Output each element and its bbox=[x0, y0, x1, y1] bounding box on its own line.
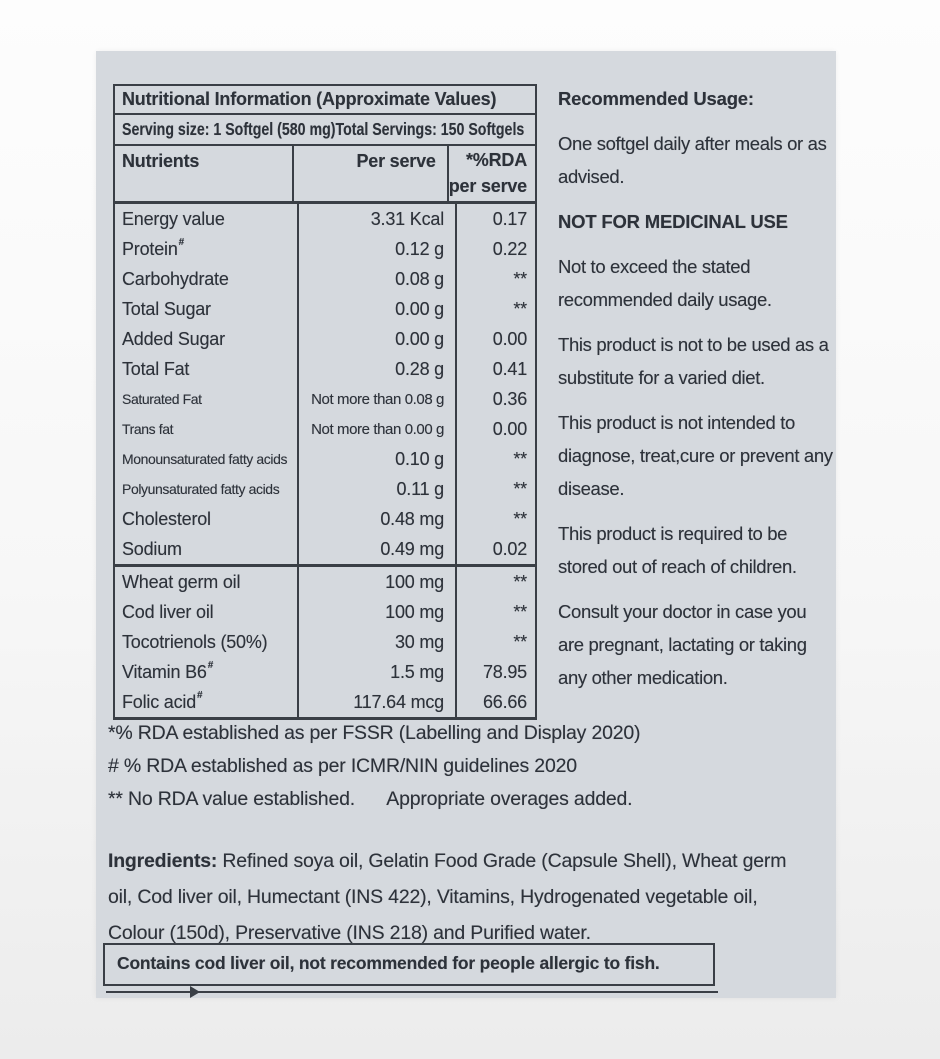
nutrient-name-cell bbox=[115, 384, 297, 414]
footnote-line: *% RDA established as per FSSR (Labelling and Display 2020) bbox=[108, 722, 641, 744]
rda-header-line1: *%RDA bbox=[465, 150, 527, 170]
usage-paragraph: This product is required to be stored out of reach of children. bbox=[558, 523, 797, 577]
nutrient-name-cell bbox=[115, 534, 297, 564]
per-serve-value: 0.11 g bbox=[297, 474, 457, 504]
rda-value: ** bbox=[513, 601, 527, 622]
nutrient-rows-oils bbox=[115, 567, 535, 717]
nutrient-name: Protein bbox=[122, 238, 178, 259]
rda-value: ** bbox=[513, 448, 527, 469]
serving-size: Serving size: 1 Softgel (580 mg) bbox=[122, 119, 336, 139]
nutrient-name: Wheat germ oil bbox=[122, 571, 241, 592]
nutrient-name: Trans fat bbox=[122, 421, 174, 437]
nutrient-name-cell bbox=[115, 264, 297, 294]
per-serve-value: Not more than 0.00 g bbox=[297, 414, 457, 444]
usage-paragraph: NOT FOR MEDICINAL USE bbox=[558, 211, 788, 232]
nutrient-name-cell bbox=[115, 567, 297, 597]
nutrient-name: Added Sugar bbox=[122, 328, 225, 349]
nutrient-name-cell bbox=[115, 627, 297, 657]
rda-value: 78.95 bbox=[482, 661, 527, 682]
nutrient-name-cell: Vitamin B6 # bbox=[122, 660, 214, 682]
table-row bbox=[115, 204, 535, 234]
per-serve-value: 0.00 g bbox=[297, 294, 457, 324]
nutrient-name-cell bbox=[115, 597, 297, 627]
table-row bbox=[115, 384, 535, 414]
total-servings: Total Servings: 150 Softgels bbox=[335, 119, 525, 139]
footnote-line: ** No RDA value established. Appropriate overages added. bbox=[108, 788, 633, 810]
nutrient-name: Sodium bbox=[122, 538, 182, 559]
nutrient-name: Monounsaturated fatty acids bbox=[122, 451, 288, 467]
nutrient-name-cell bbox=[115, 354, 297, 384]
rda-value: 0.22 bbox=[492, 238, 527, 259]
nutrient-name-cell bbox=[115, 444, 297, 474]
nutrient-rows-main bbox=[115, 204, 535, 567]
table-row bbox=[115, 627, 535, 657]
nutrient-name: Carbohydrate bbox=[122, 268, 229, 289]
rda-value: ** bbox=[513, 631, 527, 652]
per-serve-value: 117.64 mcg bbox=[297, 687, 457, 717]
table-row bbox=[115, 444, 535, 474]
footnotes bbox=[108, 717, 748, 816]
rda-value: ** bbox=[513, 508, 527, 529]
nutrient-name-cell bbox=[115, 474, 297, 504]
footnote-line: # % RDA established as per ICMR/NIN guidelines 2020 bbox=[108, 755, 577, 777]
per-serve-value: 1.5 mg bbox=[297, 657, 457, 687]
nutrient-name: Tocotrienols (50%) bbox=[122, 631, 268, 652]
table-row bbox=[115, 474, 535, 504]
per-serve-value: 0.10 g bbox=[297, 444, 457, 474]
per-serve-value: 0.08 g bbox=[297, 264, 457, 294]
per-serve-value: 0.49 mg bbox=[297, 534, 457, 564]
nutrient-name-cell bbox=[115, 294, 297, 324]
per-serve-value: 100 mg bbox=[297, 567, 457, 597]
table-row bbox=[115, 657, 535, 687]
rda-value: 0.00 bbox=[492, 418, 527, 439]
usage-paragraph: This product is not intended to diagnose, treat,cure or prevent any disease. bbox=[558, 412, 833, 499]
rda-value: 0.41 bbox=[492, 358, 527, 379]
table-row bbox=[115, 294, 535, 324]
nutrient-name: Vitamin B6 bbox=[122, 661, 207, 682]
nutrient-name: Energy value bbox=[122, 208, 225, 229]
table-row bbox=[115, 414, 535, 444]
rda-header-line2: per serve bbox=[448, 176, 527, 196]
rda-value: 0.00 bbox=[492, 328, 527, 349]
serving-row bbox=[115, 115, 535, 146]
nutrient-name-cell bbox=[115, 504, 297, 534]
nutrient-name: Saturated Fat bbox=[122, 391, 202, 407]
nutrient-name: Folic acid bbox=[122, 691, 197, 712]
label-panel bbox=[96, 51, 836, 998]
per-serve-value: 0.28 g bbox=[297, 354, 457, 384]
arrow-icon bbox=[190, 986, 200, 998]
table-row bbox=[115, 687, 535, 717]
per-serve-value: 100 mg bbox=[297, 597, 457, 627]
table-row bbox=[115, 354, 535, 384]
column-header-per-serve: Per serve bbox=[292, 146, 448, 201]
ingredients-text: Refined soya oil, Gelatin Food Grade (Capsule Shell), Wheat germ oil, Cod liver oil, Humectant (INS 422), Vitamins, Hydrogenated vegetable oil, Colour (150d), Preservative (INS 218) and Purified water. bbox=[108, 849, 787, 944]
nutrient-name: Cholesterol bbox=[122, 508, 211, 529]
usage-paragraph: This product is not to be used as a substitute for a varied diet. bbox=[558, 334, 829, 388]
ingredients-paragraph bbox=[108, 843, 802, 951]
per-serve-value: 0.00 g bbox=[297, 324, 457, 354]
usage-paragraph: Consult your doctor in case you are pregnant, lactating or taking any other medication. bbox=[558, 601, 807, 688]
table-row bbox=[115, 234, 535, 264]
rda-value: 66.66 bbox=[482, 691, 527, 712]
rda-value: ** bbox=[513, 478, 527, 499]
per-serve-value: 30 mg bbox=[297, 627, 457, 657]
table-row bbox=[115, 534, 535, 564]
usage-column bbox=[558, 82, 836, 706]
column-header-nutrients: Nutrients bbox=[122, 151, 200, 171]
serving-inner bbox=[122, 119, 524, 140]
rda-value: ** bbox=[513, 268, 527, 289]
nutrient-name: Total Sugar bbox=[122, 298, 211, 319]
table-header-row bbox=[115, 146, 535, 204]
table-row bbox=[115, 504, 535, 534]
table-row bbox=[115, 597, 535, 627]
usage-paragraph: Recommended Usage: bbox=[558, 88, 754, 109]
allergy-warning-box: Contains cod liver oil, not recommended for people allergic to fish. bbox=[103, 943, 715, 986]
nutrient-name-cell bbox=[115, 324, 297, 354]
rda-value: 0.17 bbox=[492, 208, 527, 229]
table-row bbox=[115, 324, 535, 354]
table-row bbox=[115, 264, 535, 294]
nutrient-name: Polyunsaturated fatty acids bbox=[122, 481, 280, 497]
nutrient-name: Cod liver oil bbox=[122, 601, 214, 622]
nutrient-name: Total Fat bbox=[122, 358, 190, 379]
table-row bbox=[115, 567, 535, 597]
rda-value: ** bbox=[513, 298, 527, 319]
nutrition-table bbox=[113, 84, 537, 720]
nutrient-name-cell: Folic acid # bbox=[122, 690, 203, 712]
column-header-rda bbox=[449, 146, 535, 201]
per-serve-value: 0.48 mg bbox=[297, 504, 457, 534]
ingredients-label: Ingredients: bbox=[108, 849, 218, 872]
table-title: Nutritional Information (Approximate Values) bbox=[115, 86, 535, 115]
allergy-warning-wrap bbox=[103, 943, 715, 986]
per-serve-value: 3.31 Kcal bbox=[297, 204, 457, 234]
nutrient-name-cell bbox=[115, 414, 297, 444]
nutrient-name-cell bbox=[115, 204, 297, 234]
rda-value: ** bbox=[513, 571, 527, 592]
rda-value: 0.02 bbox=[492, 538, 527, 559]
usage-paragraph: Not to exceed the stated recommended daily usage. bbox=[558, 256, 772, 310]
underline-mark bbox=[106, 991, 718, 993]
per-serve-value: Not more than 0.08 g bbox=[297, 384, 457, 414]
rda-value: 0.36 bbox=[492, 388, 527, 409]
nutrient-name-cell: Protein # bbox=[122, 237, 185, 259]
per-serve-value: 0.12 g bbox=[297, 234, 457, 264]
usage-paragraph: One softgel daily after meals or as advised. bbox=[558, 133, 827, 187]
